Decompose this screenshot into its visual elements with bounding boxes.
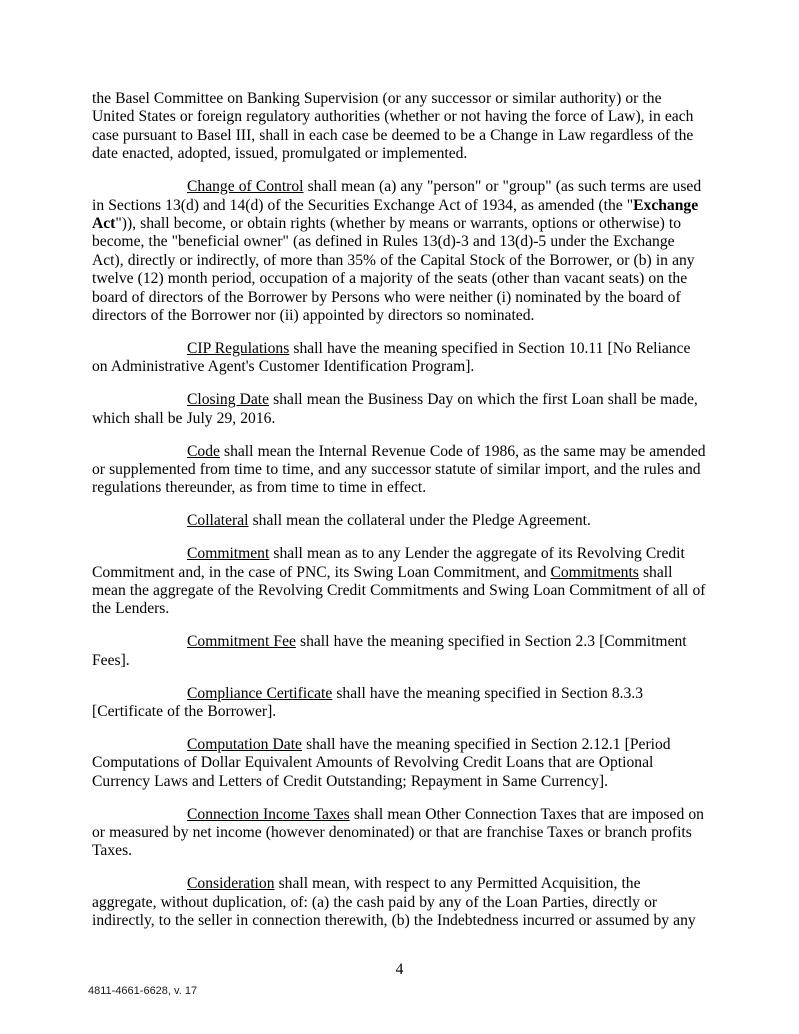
defined-term: Compliance Certificate	[187, 684, 333, 702]
defined-term: Consideration	[187, 875, 275, 893]
defined-term: Commitment Fee	[187, 633, 296, 651]
bold-term: Exchange Act	[92, 196, 699, 232]
defined-term: Commitment	[187, 545, 270, 563]
paragraph-text: shall mean the collateral under the Pledge Agreement.	[248, 512, 591, 530]
defined-term: Computation Date	[187, 735, 302, 753]
defined-term: Commitments	[550, 563, 639, 581]
document-body	[92, 90, 707, 945]
defined-term: Code	[187, 442, 220, 460]
paragraph-text: shall have the meaning specified in Section 8.3.3 [Certificate of the Borrower].	[92, 684, 644, 720]
defined-term: Connection Income Taxes	[187, 805, 350, 823]
paragraph	[92, 806, 707, 861]
paragraph	[92, 545, 707, 619]
paragraph-text: shall mean as to any Lender the aggregate of its Revolving Credit Commitment and, in the case of PNC, its Swing Loan Commitment, and	[92, 545, 685, 581]
paragraph	[92, 736, 707, 791]
paragraph-text: shall mean, with respect to any Permitted Acquisition, the aggregate, without duplication, of: (a) the cash paid by any of the Loan Parties, directly or indirectly, to the seller in connection therewith, (b) the Indebtedness incurred or assumed by any	[92, 875, 696, 930]
paragraph	[92, 875, 707, 930]
paragraph	[92, 512, 707, 530]
paragraph	[92, 391, 707, 428]
defined-term: CIP Regulations	[187, 339, 290, 357]
paragraph	[92, 90, 707, 164]
paragraph	[92, 340, 707, 377]
page-number: 4	[395, 961, 404, 978]
paragraph	[92, 178, 707, 325]
defined-term: Collateral	[187, 512, 249, 530]
document-id-footer: 4811-4661-6628, v. 17	[88, 985, 198, 997]
paragraph-text: shall mean (a) any "person" or "group" (as such terms are used in Sections 13(d) and 14(d) of the Securities Exchange Act of 1934, as amended (the "	[92, 178, 702, 214]
paragraph-text: shall mean the Internal Revenue Code of 1986, as the same may be amended or supplemented from time to time, and any successor statute of similar import, and the rules and regulations thereunder, as from time to time in effect.	[92, 442, 706, 497]
defined-term: Change of Control	[187, 178, 304, 196]
paragraph-text: shall have the meaning specified in Section 2.3 [Commitment Fees].	[92, 633, 687, 669]
paragraph-text: shall mean the aggregate of the Revolving Credit Commitments and Swing Loan Commitment of all of the Lenders.	[92, 563, 706, 618]
paragraph	[92, 443, 707, 498]
paragraph-text: shall mean Other Connection Taxes that are imposed on or measured by net income (however denominated) or that are franchise Taxes or branch profits Taxes.	[92, 805, 704, 860]
paragraph	[92, 685, 707, 722]
paragraph-text: shall have the meaning specified in Section 2.12.1 [Period Computations of Dollar Equivalent Amounts of Revolving Credit Loans that are Optional Currency Laws and Letters of Credit Outstanding; Repayment in Same Currency].	[92, 735, 671, 790]
defined-term: Closing Date	[187, 391, 270, 409]
paragraph-text: shall have the meaning specified in Section 10.11 [No Reliance on Administrative Agent's Customer Identification Program].	[92, 339, 691, 376]
paragraph-text: ")), shall become, or obtain rights (whether by means or warrants, options or otherwise) to become, the "beneficial owner" (as defined in Rules 13(d)-3 and 13(d)-5 under the Exchange Act), directly or indirectly, of more than 35% of the Capital Stock of the Borrower, or (b) in any twelve (12) month period, occupation of a majority of the seats (other than vacant seats) on the board of directors of the Borrower by Persons who were neither (i) nominated by the board of directors of the Borrower nor (ii) appointed by directors so nominated.	[92, 214, 695, 324]
paragraph	[92, 633, 707, 670]
paragraph-text: shall mean the Business Day on which the first Loan shall be made, which shall be July 29, 2016.	[92, 391, 698, 427]
paragraph-text: the Basel Committee on Banking Supervision (or any successor or similar authority) or the United States or foreign regulatory authorities (whether or not having the force of Law), in each case pursuant to Basel III, shall in each case be deemed to be a Change in Law regardless of the date enacted, adopted, issued, promulgated or implemented.	[92, 90, 694, 163]
